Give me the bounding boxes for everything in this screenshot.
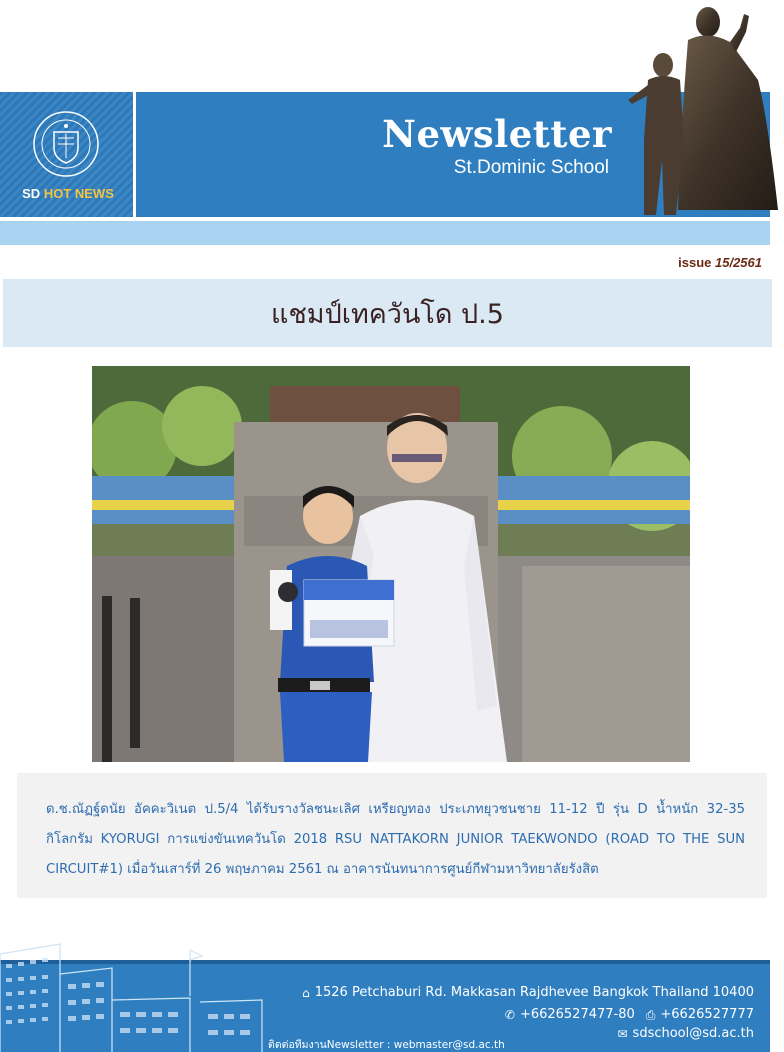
- fax-icon: ⎙: [645, 1007, 656, 1022]
- school-name: St.Dominic School: [453, 157, 609, 178]
- article-title-box: [3, 279, 772, 347]
- newsletter-title: Newsletter: [382, 112, 612, 156]
- footer-phone[interactable]: +6626527477-80: [519, 1007, 635, 1022]
- issue-label: [678, 255, 762, 270]
- footer-email-row: [617, 1026, 754, 1041]
- issue-prefix: issue: [678, 255, 712, 270]
- school-crest-logo: [32, 110, 100, 178]
- article-photo: [92, 366, 690, 762]
- phone-icon: ✆: [504, 1007, 515, 1022]
- school-building-illustration: [0, 940, 270, 1052]
- mail-icon: ✉: [617, 1026, 628, 1041]
- article-body-box: [17, 773, 767, 898]
- logo-panel: [0, 92, 136, 217]
- footer-address: [302, 985, 754, 1000]
- footer-address-text: 1526 Petchaburi Rd. Makkasan Rajdhevee Bangkok Thailand 10400: [314, 985, 754, 1000]
- header-accent-band: [0, 221, 770, 245]
- hot-news-suffix: HOT NEWS: [43, 186, 114, 201]
- footer-contact[interactable]: ติดต่อทีมงานNewsletter : webmaster@sd.ac.th: [268, 1039, 505, 1051]
- footer-email[interactable]: sdschool@sd.ac.th: [632, 1026, 754, 1041]
- article-title: แชมป์เทควันโด ป.5: [271, 298, 504, 330]
- hot-news-label: [0, 186, 136, 201]
- footer-phone-fax: [505, 1007, 754, 1022]
- issue-number: 15/2561: [715, 255, 762, 270]
- statue-image: [618, 0, 784, 220]
- home-icon: ⌂: [302, 985, 310, 1000]
- article-body: ด.ช.ณัฏฐ์ดนัย อัคคะวิเนต ป.5/4 ได้รับรางวัลชนะเลิศ เหรียญทอง ประเภทยุวชนชาย 11-12 ปี รุ่น D น้ำหนัก 32-35 กิโลกรัม KYORUGI การแข่งขันเทควันโด 2018 RSU NATTAKORN JUNIOR TAEKWONDO (ROAD TO THE SUN CIRCUIT#1) เมื่อวันเสาร์ที่ 26 พฤษภาคม 2561 ณ อาคารนันทนาการศูนย์กีฬามหาวิทยาลัยรังสิต: [46, 802, 745, 877]
- hot-news-prefix: SD: [22, 186, 41, 201]
- footer-fax: +6626527777: [660, 1007, 754, 1022]
